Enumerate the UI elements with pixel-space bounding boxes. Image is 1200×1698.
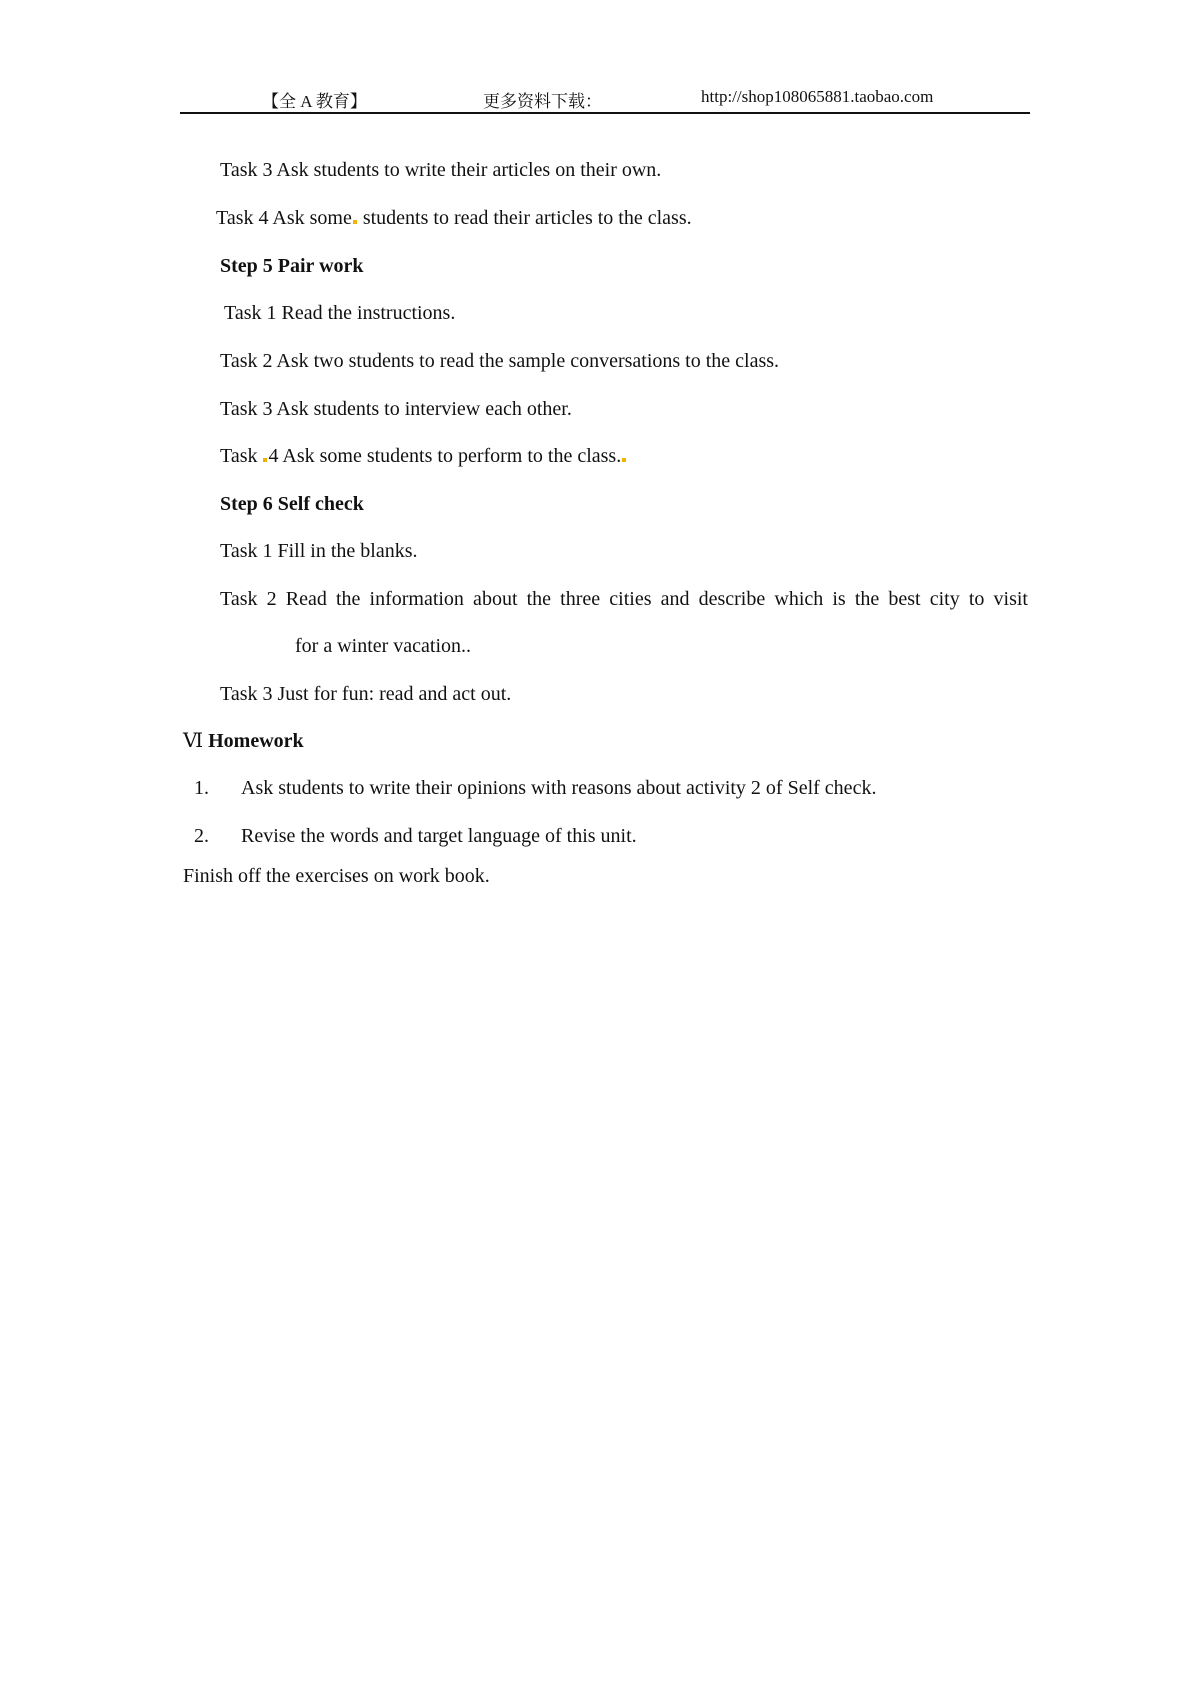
homework-item-text: Ask students to write their opinions with reasons about activity 2 of Self check.: [241, 777, 877, 799]
step6-task2-line2: for a winter vacation..: [295, 635, 472, 657]
step4-task4-part2: students to read their articles to the class.: [357, 207, 692, 229]
page-header: [180, 82, 1030, 114]
homework-item-number: 1.: [194, 777, 209, 799]
step6-heading: Step 6 Self check: [220, 493, 364, 515]
header-brand: 【全 A 教育】: [262, 92, 367, 111]
step5-task3: Task 3 Ask students to interview each other.: [220, 398, 572, 420]
step6-task1: Task 1 Fill in the blanks.: [220, 540, 418, 562]
marker-dot: [353, 220, 357, 224]
marker-dot: [263, 458, 267, 462]
header-more-label: 更多资料下载：: [483, 92, 602, 111]
step5-task4-part2: 4 Ask some students to perform to the class.: [268, 445, 622, 467]
step4-task3: Task 3 Ask students to write their articles on their own.: [220, 159, 662, 181]
homework-heading: [183, 729, 304, 753]
step5-task1: Task 1 Read the instructions.: [224, 302, 456, 324]
step4-task4: [216, 206, 692, 230]
step4-task4-part1: Task 4 Ask some: [216, 207, 352, 229]
step6-task2-line1: Task 2 Read the information about the three cities and describe which is the best city to visit: [220, 588, 1028, 610]
step6-task3: Task 3 Just for fun: read and act out.: [220, 683, 512, 705]
step5-task2: Task 2 Ask two students to read the sample conversations to the class.: [220, 350, 780, 372]
homework-numeral: Ⅵ: [183, 730, 204, 752]
marker-dot: [622, 458, 626, 462]
step5-task4: [220, 444, 627, 468]
final-line: Finish off the exercises on work book.: [183, 865, 490, 887]
homework-title: Homework: [208, 730, 304, 752]
header-url: http://shop108065881.taobao.com: [701, 87, 934, 106]
step5-task4-part1: Task: [220, 445, 263, 467]
homework-item-text: Revise the words and target language of this unit.: [241, 825, 637, 847]
homework-item-number: 2.: [194, 825, 209, 847]
step5-heading: Step 5 Pair work: [220, 255, 364, 277]
